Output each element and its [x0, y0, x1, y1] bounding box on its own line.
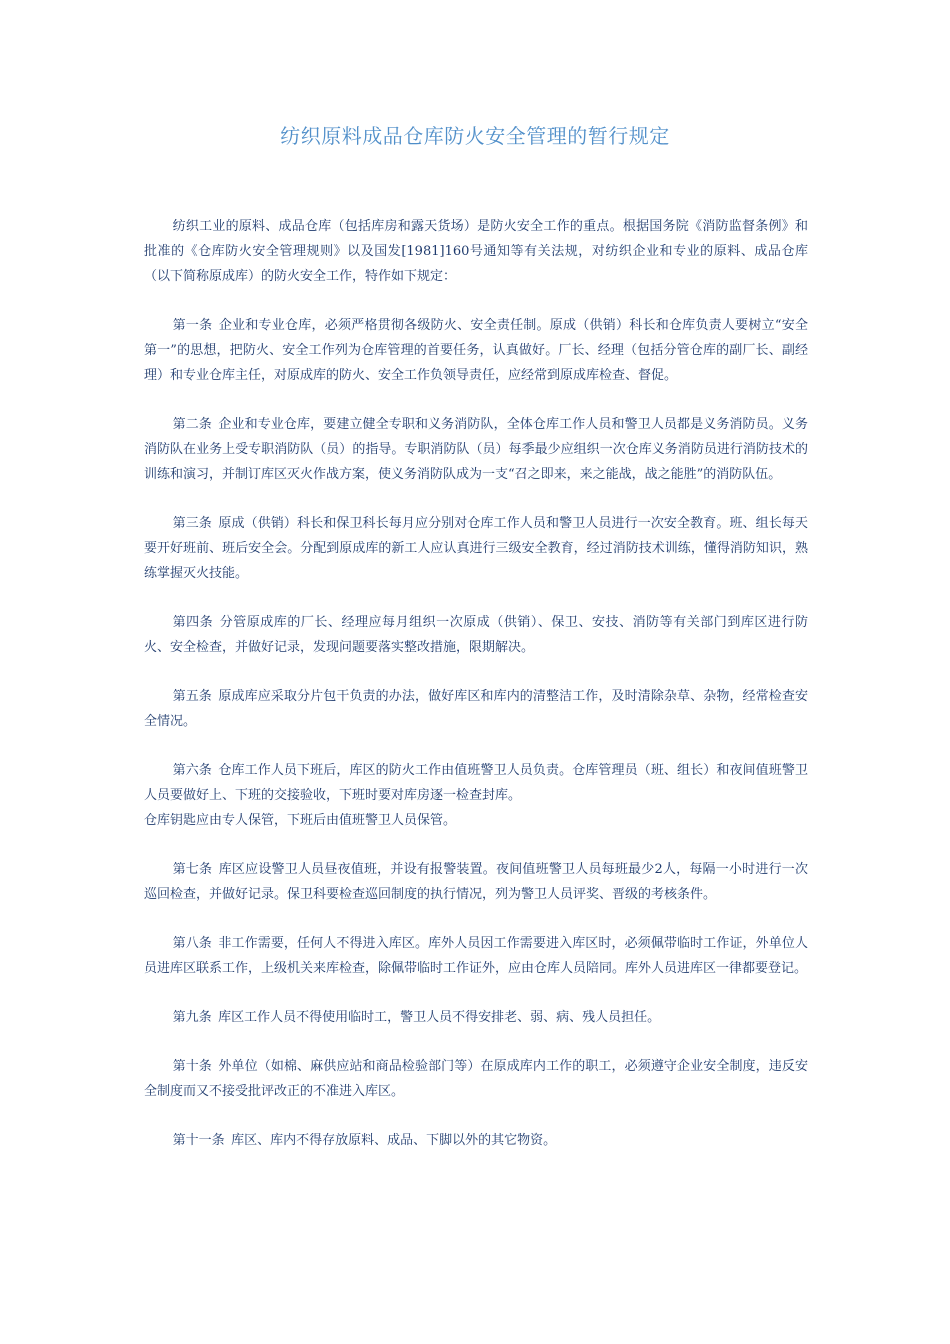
intro-paragraph: 纺织工业的原料、成品仓库（包括库房和露天货场）是防火安全工作的重点。根据国务院《消防监督条例》和批准的《仓库防火安全管理规则》以及国发[1981]160号通知等有关法规，对纺织企业和专业的原料、成品仓库（以下简称原成库）的防火安全工作，特作如下规定：	[144, 219, 808, 284]
article-text: 企业和专业仓库，要建立健全专职和义务消防队，全体仓库工作人员和警卫人员都是义务消防员。义务消防队在业务上受专职消防队（员）的指导。专职消防队（员）每季最少应组织一次仓库义务消防员进行消防技术的训练和演习，并制订库区灭火作战方案，使义务消防队成为一支“召之即来，来之能战，战之能胜”的消防队伍。	[144, 417, 808, 482]
article-label: 第四条	[172, 615, 214, 630]
document-title: 纺织原料成品仓库防火安全管理的暂行规定	[280, 124, 670, 148]
article-2	[144, 412, 808, 487]
article-label: 第十条	[172, 1059, 212, 1074]
article-3	[144, 511, 808, 586]
article-text: 企业和专业仓库，必须严格贯彻各级防火、安全责任制。原成（供销）科长和仓库负责人要树立“安全第一”的思想，把防火、安全工作列为仓库管理的首要任务，认真做好。厂长、经理（包括分管仓库的副厂长、副经理）和专业仓库主任，对原成库的防火、安全工作负领导责任，应经常到原成库检查、督促。	[144, 318, 808, 383]
article-1	[144, 313, 808, 388]
article-label: 第七条	[172, 862, 213, 877]
article-text: 原成（供销）科长和保卫科长每月应分别对仓库工作人员和警卫人员进行一次安全教育。班、组长每天要开好班前、班后安全会。分配到原成库的新工人应认真进行三级安全教育，经过消防技术训练，懂得消防知识，熟练掌握灭火技能。	[144, 516, 808, 581]
article-text: 库区工作人员不得使用临时工，警卫人员不得安排老、弱、病、残人员担任。	[218, 1010, 661, 1025]
article-11	[144, 1128, 808, 1153]
article-text: 外单位（如棉、麻供应站和商品检验部门等）在原成库内工作的职工，必须遵守企业安全制度，违反安全制度而又不接受批评改正的不准进入库区。	[144, 1059, 808, 1099]
article-text: 原成库应采取分片包干负责的办法，做好库区和库内的清整洁工作，及时清除杂草、杂物，经常检查安全情况。	[144, 689, 808, 729]
article-text-continuation: 仓库钥匙应由专人保管，下班后由值班警卫人员保管。	[144, 813, 457, 828]
article-text: 库区应设警卫人员昼夜值班，并设有报警装置。夜间值班警卫人员每班最少2人，每隔一小时进行一次巡回检查，并做好记录。保卫科要检查巡回制度的执行情况，列为警卫人员评奖、晋级的考核条件。	[144, 862, 808, 902]
article-label: 第十一条	[172, 1133, 225, 1148]
article-label: 第六条	[172, 763, 212, 778]
article-10	[144, 1054, 808, 1104]
article-label: 第八条	[172, 936, 212, 951]
article-6	[144, 758, 808, 833]
article-7	[144, 857, 808, 907]
article-label: 第一条	[172, 318, 213, 333]
article-9	[144, 1005, 808, 1030]
article-text: 仓库工作人员下班后，库区的防火工作由值班警卫人员负责。仓库管理员（班、组长）和夜间值班警卫人员要做好上、下班的交接验收，下班时要对库房逐一检查封库。	[144, 763, 808, 803]
article-label: 第九条	[172, 1010, 212, 1025]
article-8	[144, 931, 808, 981]
article-4	[144, 610, 808, 660]
article-text: 库区、库内不得存放原料、成品、下脚以外的其它物资。	[231, 1133, 557, 1148]
article-5	[144, 684, 808, 734]
document-body	[144, 214, 808, 1177]
article-label: 第五条	[172, 689, 212, 704]
article-text: 非工作需要，任何人不得进入库区。库外人员因工作需要进入库区时，必须佩带临时工作证，外单位人员进库区联系工作，上级机关来库检查，除佩带临时工作证外，应由仓库人员陪同。库外人员进库区一律都要登记。	[144, 936, 808, 976]
article-label: 第三条	[172, 516, 212, 531]
article-label: 第二条	[172, 417, 212, 432]
article-text: 分管原成库的厂长、经理应每月组织一次原成（供销）、保卫、安技、消防等有关部门到库区进行防火、安全检查，并做好记录，发现问题要落实整改措施，限期解决。	[144, 615, 808, 655]
